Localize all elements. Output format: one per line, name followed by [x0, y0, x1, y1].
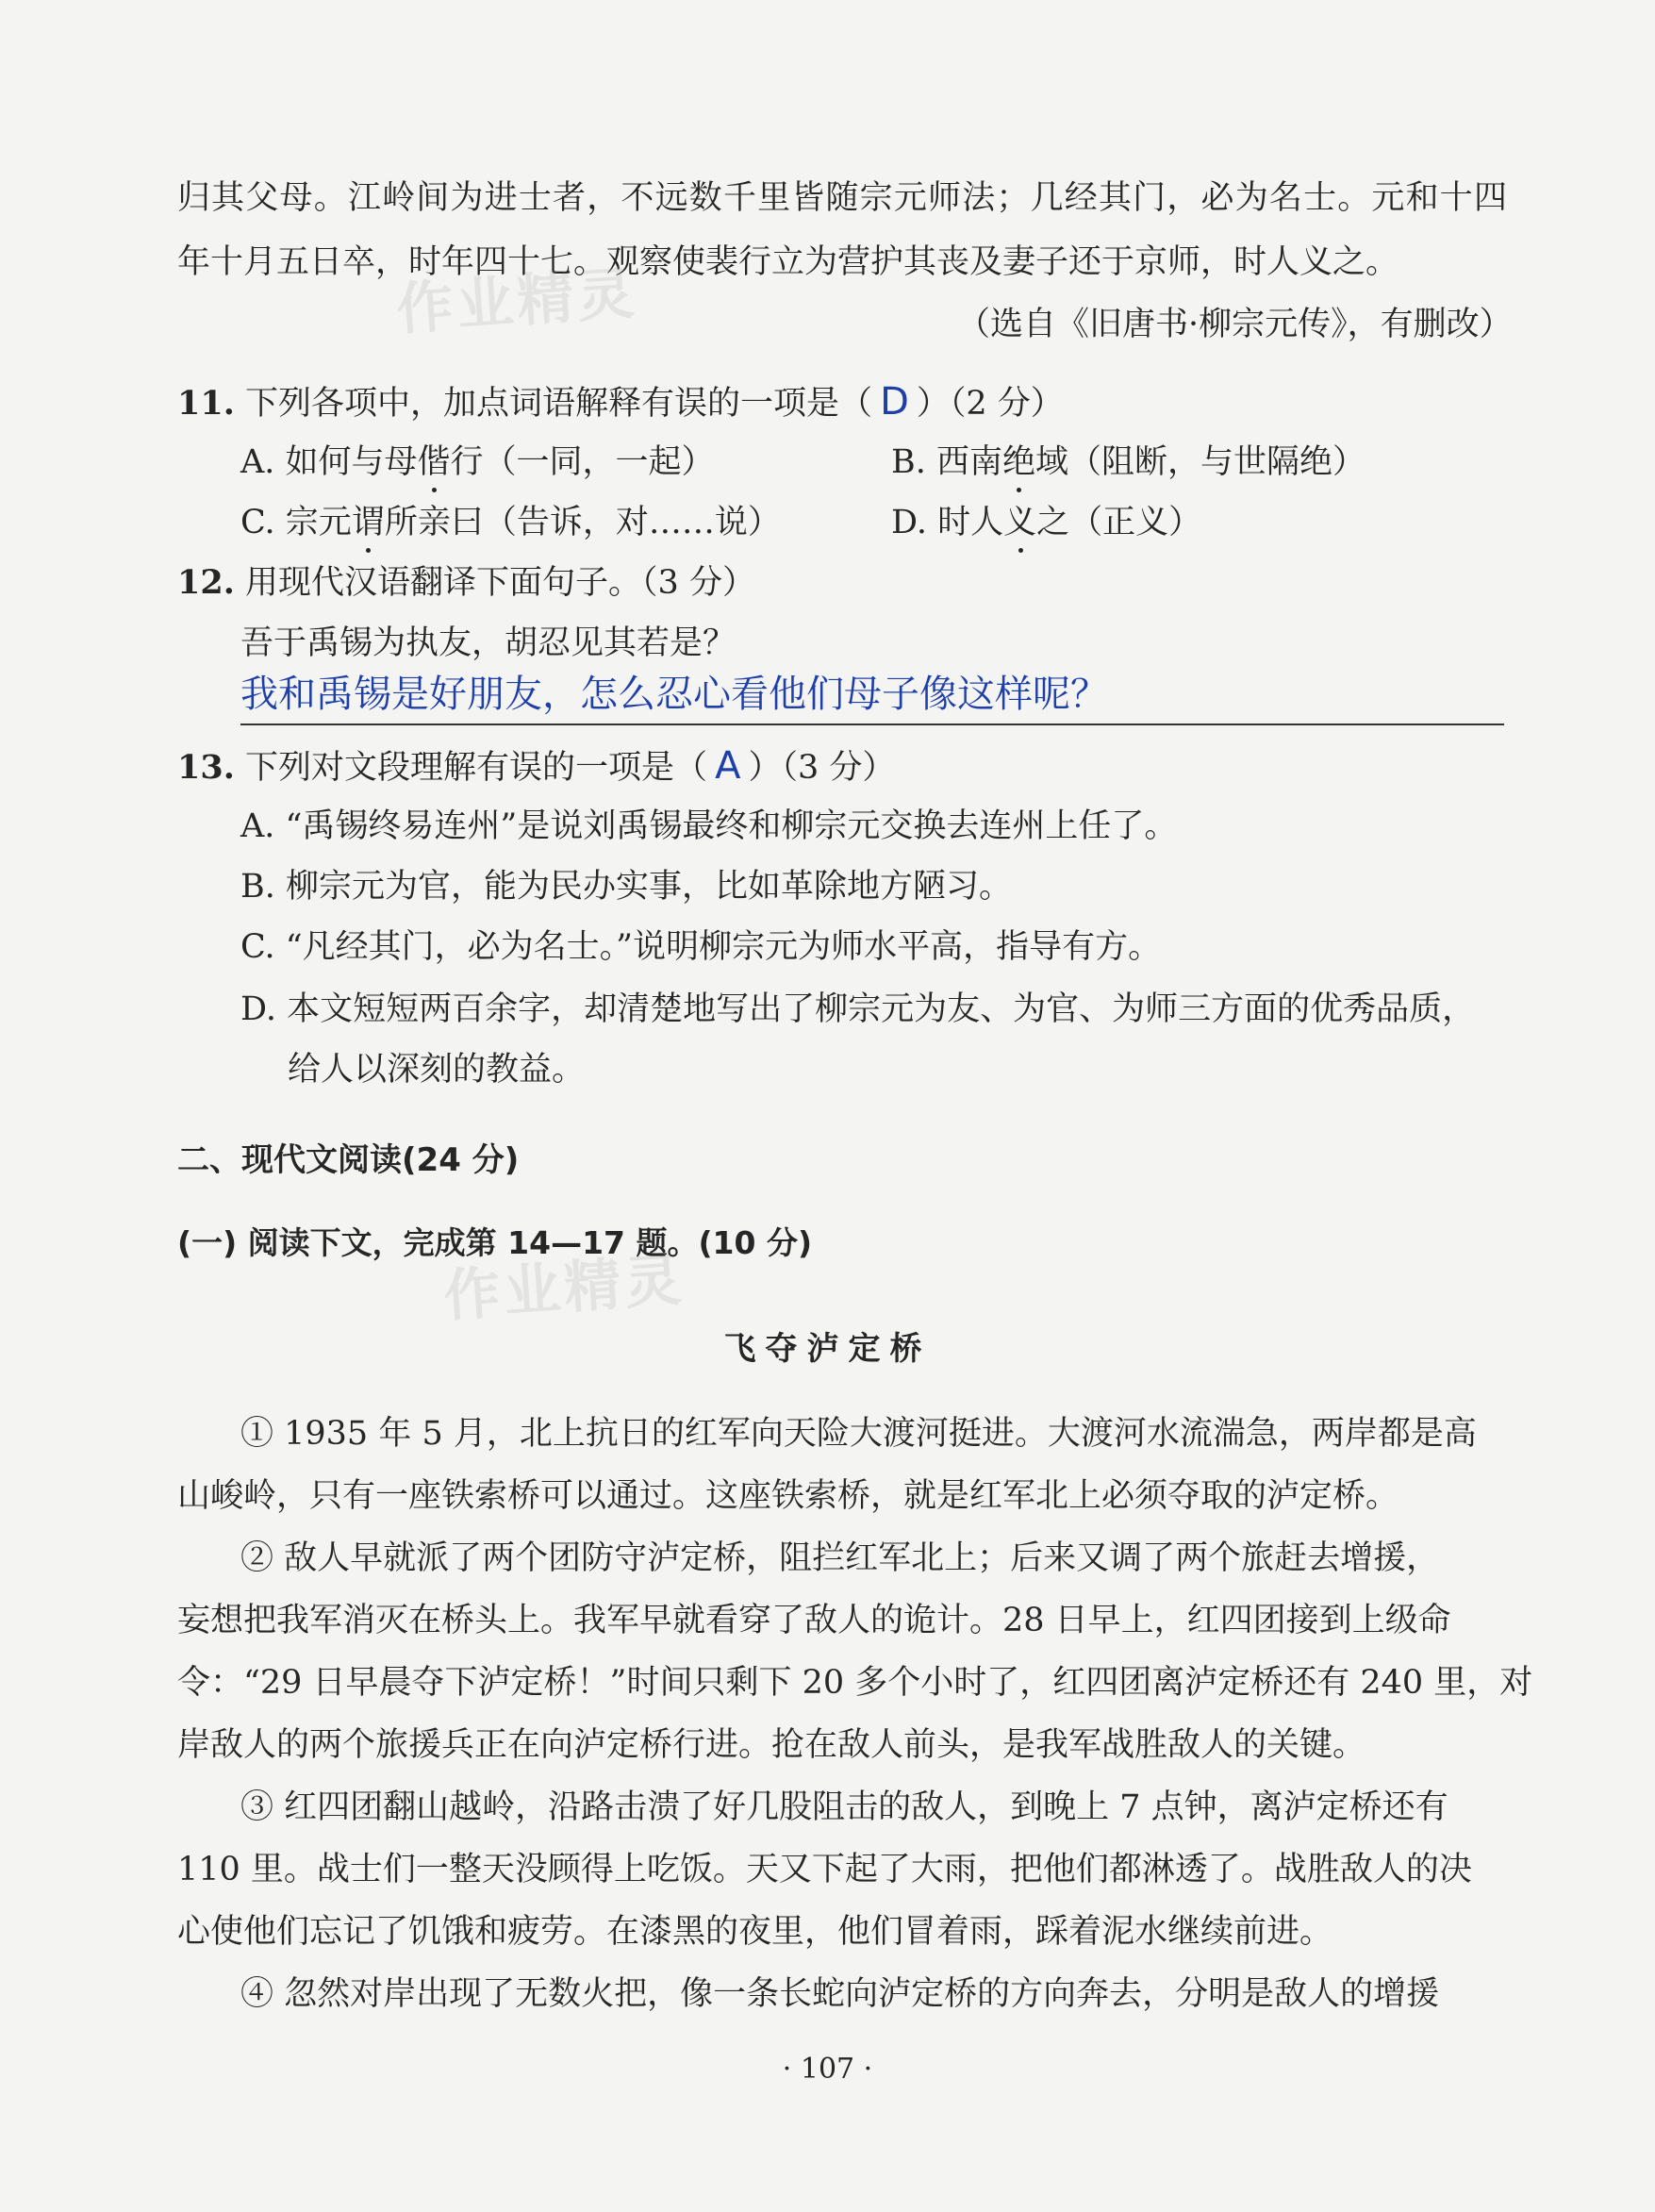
q11-number: 11.: [177, 384, 235, 423]
page-number: · 107 ·: [782, 2053, 873, 2086]
article-p2-line3: 令：“29 日早晨夺下泸定桥！”时间只剩下 20 多个小时了，红四团离泸定桥还有 240 里，对: [177, 1664, 1533, 1702]
q11-c-post: 所亲曰（告诉，对……说）: [384, 504, 781, 541]
q13-option-a: A. “禹锡终易连州”是说刘禹锡最终和柳宗元交换去连州上任了。: [240, 807, 1178, 845]
q13-option-d-line2: 给人以深刻的教益。: [288, 1051, 586, 1089]
passage-line-2: 年十月五日卒，时年四十七。观察使裴行立为营护其丧及妻子还于京师，时人义之。: [177, 243, 1399, 281]
q11-d-pre: D. 时人: [891, 504, 1004, 541]
article-p3-line1: ③ 红四团翻山越岭，沿路击溃了好几股阻击的敌人，到晚上 7 点钟，离泸定桥还有: [240, 1788, 1448, 1826]
section2-subheading: (一) 阅读下文，完成第 14—17 题。(10 分): [177, 1224, 813, 1261]
q13-stem-b: ）（3 分）: [748, 749, 896, 787]
article-p3-line2: 110 里。战士们一整天没顾得上吃饭。天又下起了大雨，把他们都淋透了。战胜敌人的决: [177, 1851, 1472, 1888]
article-p2-line1: ② 敌人早就派了两个团防守泸定桥，阻拦红军北上；后来又调了两个旅赶去增援，: [240, 1539, 1440, 1577]
q11-option-d: [891, 502, 1201, 543]
q13-option-b: B. 柳宗元为官，能为民办实事，比如革除地方陋习。: [240, 868, 1012, 906]
q11-option-c: [240, 502, 781, 543]
q12-answer-rule: [240, 723, 1504, 725]
article-p2-line2: 妄想把我军消灭在桥头上。我军早就看穿了敌人的诡计。28 日早上，红四团接到上级命: [177, 1602, 1451, 1639]
q11-answer: D: [880, 380, 909, 424]
q11-d-dotted: 义: [1003, 504, 1037, 541]
article-p1-line2: 山峻岭，只有一座铁索桥可以通过。这座铁索桥，就是红军北上必须夺取的泸定桥。: [177, 1477, 1399, 1515]
q11-option-b: [891, 441, 1365, 483]
q13-stem: [177, 745, 895, 789]
q11-a-pre: A. 如何与母: [240, 443, 418, 481]
q13-option-c: C. “凡经其门，必为名士。”说明柳宗元为师水平高，指导有方。: [240, 928, 1162, 966]
watermark-2: 作业精灵: [441, 1247, 687, 1330]
q11-stem-b: ）（2 分）: [916, 385, 1064, 423]
q11-option-a: [240, 441, 715, 483]
q11-d-post: 之（正义）: [1036, 504, 1202, 541]
q12-stem-text: 用现代汉语翻译下面句子。（3 分）: [245, 564, 755, 602]
q12-answer: 我和禹锡是好朋友，怎么忍心看他们母子像这样呢？: [240, 673, 1108, 716]
q12-stem: [177, 562, 755, 604]
q11-b-pre: B. 西南: [891, 443, 1002, 481]
q11-b-dotted: 绝: [1001, 443, 1035, 481]
article-p2-line4: 岸敌人的两个旅援兵正在向泸定桥行进。抢在敌人前头，是我军战胜敌人的关键。: [177, 1726, 1366, 1764]
q11-stem-a: 下列各项中，加点词语解释有误的一项是（: [245, 385, 873, 423]
q13-option-d-line1: D. 本文短短两百余字，却清楚地写出了柳宗元为友、为官、为师三方面的优秀品质，: [240, 990, 1476, 1028]
article-p1-line1: ① 1935 年 5 月，北上抗日的红军向天险大渡河挺进。大渡河水流湍急，两岸都是高: [240, 1415, 1477, 1453]
q11-c-dotted: 谓: [351, 504, 385, 541]
q11-a-post: 行（一同，一起）: [450, 443, 715, 481]
q12-number: 12.: [177, 563, 235, 602]
q11-stem: [177, 381, 1064, 424]
watermark: 作业精灵: [394, 260, 640, 343]
article-p3-line3: 心使他们忘记了饥饿和疲劳。在漆黑的夜里，他们冒着雨，踩着泥水继续前进。: [177, 1913, 1333, 1951]
q13-stem-a: 下列对文段理解有误的一项是（: [245, 749, 708, 787]
q11-b-post: 域（阻断，与世隔绝）: [1035, 443, 1366, 481]
article-p4-line1: ④ 忽然对岸出现了无数火把，像一条长蛇向泸定桥的方向奔去，分明是敌人的增援: [240, 1975, 1440, 2013]
q12-sentence: 吾于禹锡为执友，胡忍见其若是？: [240, 624, 736, 662]
article-title: 飞夺泸定桥: [723, 1330, 932, 1368]
passage-line-1: 归其父母。江岭间为进士者，不远数千里皆随宗元师法；几经其门，必为名士。元和十四: [177, 179, 1507, 217]
q13-answer: A: [715, 744, 741, 788]
q11-c-pre: C. 宗元: [240, 504, 352, 541]
q13-number: 13.: [177, 748, 235, 787]
q11-a-dotted: 偕: [417, 443, 451, 481]
passage-source: （选自《旧唐书·柳宗元传》，有删改）: [957, 306, 1513, 343]
section2-heading: 二、现代文阅读(24 分): [177, 1141, 520, 1179]
